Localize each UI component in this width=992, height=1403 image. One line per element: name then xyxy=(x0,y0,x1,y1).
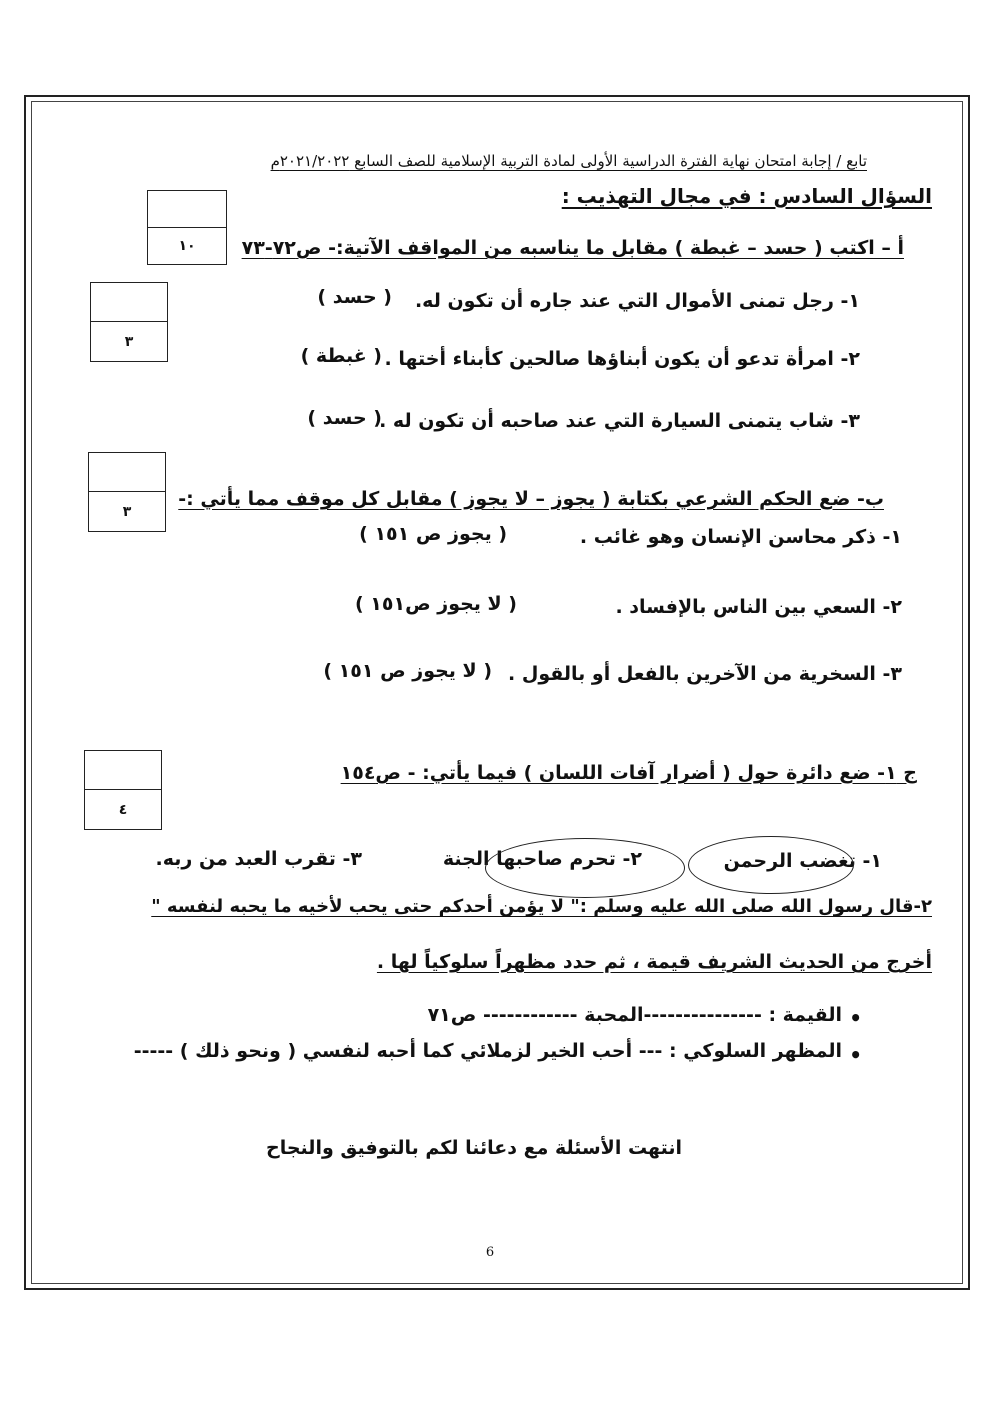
score-box-part-a xyxy=(90,282,168,362)
part-b-instruction: ب- ضع الحكم الشرعي بكتابة ( يجوز – لا يجوز ) مقابل كل موقف مما يأتي :- xyxy=(178,488,884,510)
part-a-answer-3: ( حسد ) xyxy=(307,407,382,429)
exam-header: تابع / إجابة امتحان نهاية الفترة الدراسية الأولى لمادة التربية الإسلامية للصف السابع ٢٠٢١/٢٠٢٢م xyxy=(270,152,867,170)
score-box-part-b xyxy=(88,452,166,532)
value-line: القيمة : ---------------المحبة ------------ ص٧١ xyxy=(427,1004,842,1026)
part-a-instruction: أ – اكتب ( حسد – غبطة ) مقابل ما يناسبه من المواقف الآتية:- ص٧٢-٧٣ xyxy=(241,237,904,259)
part-a-item-3: ٣- شاب يتمنى السيارة التي عند صاحبه أن تكون له . xyxy=(379,410,860,432)
part-c-option-2: ٢- تحرم صاحبها الجنة xyxy=(442,848,642,870)
hadith-text: ٢-قال رسول الله صلى الله عليه وسلم :" لا يؤمن أحدكم حتى يحب لأخيه ما يحبه لنفسه " xyxy=(151,896,932,917)
score-box-part-c xyxy=(84,750,162,830)
part-a-answer-2: ( غبطة ) xyxy=(300,345,382,367)
closing-text: انتهت الأسئلة مع دعائنا لكم بالتوفيق والنجاح xyxy=(266,1137,682,1159)
part-b-answer-1: ( يجوز ص ١٥١ ) xyxy=(359,523,507,545)
behavior-line: المظهر السلوكي : --- أحب الخير لزملائي كما أحبه لنفسي ( ونحو ذلك ) ----- xyxy=(133,1040,842,1062)
page-number: 6 xyxy=(485,1245,495,1260)
question-title: السؤال السادس : في مجال التهذيب : xyxy=(561,184,932,208)
part-a-item-1: ١- رجل تمنى الأموال التي عند جاره أن تكون له. xyxy=(414,290,860,312)
score-part-b: ٣ xyxy=(122,503,132,520)
part-c-option-1: ١- تغضب الرحمن xyxy=(723,850,882,872)
part-b-answer-3: ( لا يجوز ص ١٥١ ) xyxy=(323,660,492,682)
part-b-answer-2: ( لا يجوز ص١٥١ ) xyxy=(354,593,517,615)
score-part-a: ٣ xyxy=(124,333,134,350)
bullet-dot-2: • xyxy=(849,1043,862,1067)
part-c-task: أخرج من الحديث الشريف قيمة ، ثم حدد مظهراً سلوكياً لها . xyxy=(376,951,932,973)
answer-circle-1 xyxy=(688,836,854,894)
score-part-c: ٤ xyxy=(118,801,128,818)
part-b-item-3: ٣- السخرية من الآخرين بالفعل أو بالقول . xyxy=(508,663,902,685)
part-b-item-2: ٢- السعي بين الناس بالإفساد . xyxy=(615,596,902,618)
part-a-item-2: ٢- امرأة تدعو أن يكون أبناؤها صالحين كأبناء أختها . xyxy=(384,348,860,370)
part-c-instruction: ج ١- ضع دائرة حول ( أضرار آفات اللسان ) فيما يأتي: - ص١٥٤ xyxy=(340,762,917,784)
score-total: ١٠ xyxy=(178,237,196,254)
page-border-inner xyxy=(31,101,963,1284)
part-a-answer-1: ( حسد ) xyxy=(317,286,392,308)
part-b-item-1: ١- ذكر محاسن الإنسان وهو غائب . xyxy=(579,526,902,548)
bullet-dot-1: • xyxy=(849,1006,862,1030)
score-box-total xyxy=(147,190,227,265)
answer-circle-2 xyxy=(485,838,685,898)
part-c-option-3: ٣- تقرب العبد من ربه. xyxy=(155,848,362,870)
